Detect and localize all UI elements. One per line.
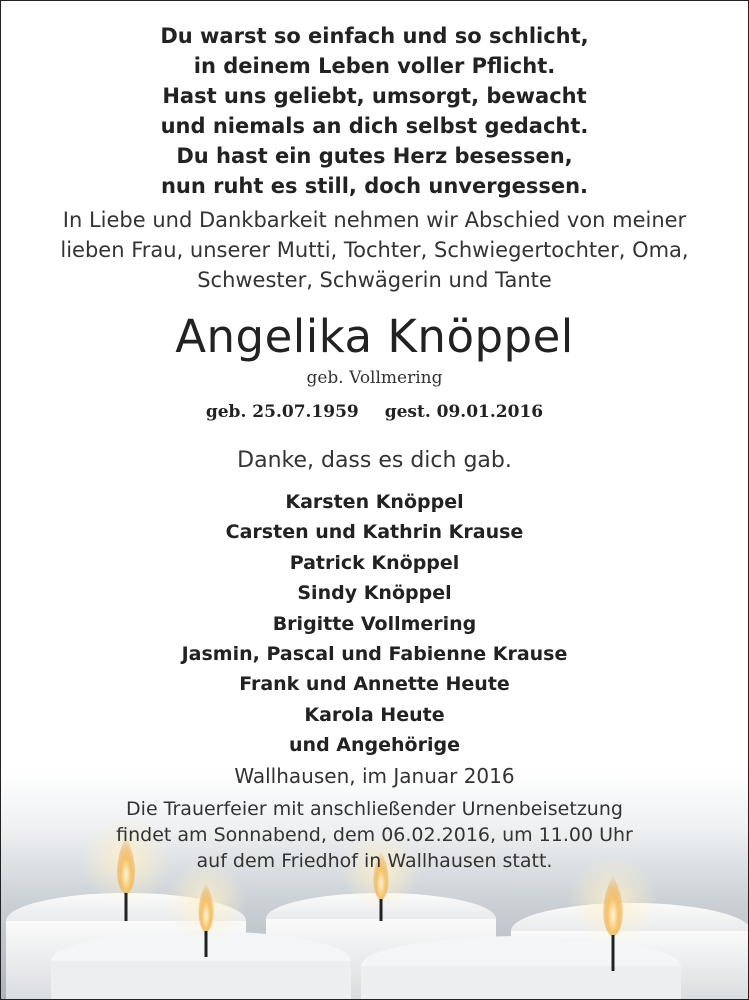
life-dates xyxy=(1,399,748,425)
poem-line: nun ruht es still, doch unvergessen. xyxy=(160,174,589,198)
mourners-list xyxy=(1,487,748,761)
intro-line: Schwester, Schwägerin und Tante xyxy=(197,268,552,292)
place-and-date: Wallhausen, im Januar 2016 xyxy=(234,764,515,788)
mourner-name: Karsten Knöppel xyxy=(285,491,464,513)
intro-line: In Liebe und Dankbarkeit nehmen wir Abschied von meiner xyxy=(62,208,687,232)
thanks-line: Danke, dass es dich gab. xyxy=(237,448,512,473)
death-date: gest. 09.01.2016 xyxy=(384,402,544,422)
mourner-name: Brigitte Vollmering xyxy=(272,612,477,635)
birth-name: geb. Vollmering xyxy=(306,368,443,388)
mourner-name: Jasmin, Pascal und Fabienne Krause xyxy=(181,643,568,666)
poem-line: Du hast ein gutes Herz besessen, xyxy=(176,144,573,168)
mourner-name: Carsten und Kathrin Krause xyxy=(225,521,524,544)
ceremony-line: Die Trauerfeier mit anschließender Urnenbeisetzung xyxy=(126,798,623,820)
intro-line: lieben Frau, unserer Mutti, Tochter, Schwiegertochter, Oma, xyxy=(60,238,689,262)
mourner-name: Sindy Knöppel xyxy=(297,582,452,605)
mourner-name: Frank und Annette Heute xyxy=(239,673,510,696)
ceremony-line: auf dem Friedhof in Wallhausen statt. xyxy=(196,850,553,872)
ceremony-line: findet am Sonnabend, dem 06.02.2016, um 11.00 Uhr xyxy=(116,824,633,846)
deceased-name: Angelika Knöppel xyxy=(175,310,574,363)
poem-line: und niemals an dich selbst gedacht. xyxy=(160,114,589,138)
birth-date: geb. 25.07.1959 xyxy=(205,402,359,422)
poem xyxy=(1,21,748,201)
ceremony-info xyxy=(1,796,748,874)
poem-line: in deinem Leben voller Pflicht. xyxy=(193,54,556,78)
farewell-intro xyxy=(1,205,748,295)
mourner-name: und Angehörige xyxy=(289,734,460,757)
poem-line: Hast uns geliebt, umsorgt, bewacht xyxy=(162,84,587,108)
mourner-name: Karola Heute xyxy=(304,703,445,726)
mourner-name: Patrick Knöppel xyxy=(289,551,460,574)
poem-line: Du warst so einfach und so schlicht, xyxy=(160,24,589,48)
